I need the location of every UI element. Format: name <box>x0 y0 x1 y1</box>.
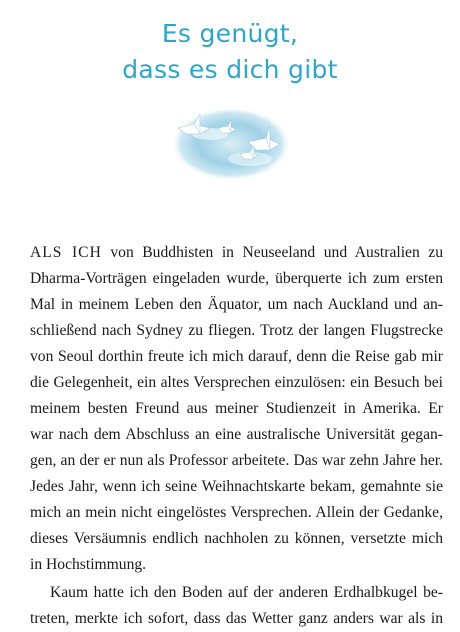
text-line: Kaum hatte ich den Boden auf der anderen Erdhalbkugel be- <box>50 584 443 601</box>
text-line-content: von Buddhisten in Neuseeland und Australien zu <box>101 244 443 261</box>
opening-small-caps: ALS ICH <box>30 244 102 261</box>
text-line: meinem besten Freund aus meiner Studienzeit in Amerika. Er <box>30 400 443 417</box>
text-line: in Hochstimmung. <box>30 556 147 573</box>
text-line: Mal in meinem Leben den Äquator, um nach Auckland und an- <box>30 296 443 313</box>
text-line: Dharma-Vorträgen eingeladen wurde, überquerte ich zum ersten <box>30 270 443 287</box>
chapter-title-line-2: dass es dich gibt <box>122 55 338 84</box>
text-line: treten, merkte ich sofort, dass das Wetter ganz anders war als in <box>30 610 443 627</box>
text-line: von Seoul dorthin freute ich mich darauf, denn die Reise gab mir <box>30 348 443 365</box>
text-line: gen, an der er nun als Professor arbeitete. Das war zehn Jahre her. <box>30 452 443 469</box>
text-line: war nach dem Abschluss an eine australische Universität gegan- <box>30 426 443 443</box>
text-line <box>30 240 443 266</box>
text-line: Jedes Jahr, wenn ich seine Weihnachtskarte bekam, gemahnte sie <box>30 478 443 495</box>
paper-boats-illustration <box>170 104 292 182</box>
chapter-title-line-1: Es genügt, <box>161 19 299 48</box>
text-line: schließend nach Sydney zu fliegen. Trotz der langen Flugstrecke <box>30 322 443 339</box>
text-line: die Gelegenheit, ein altes Versprechen einzulösen: ein Besuch bei <box>30 374 443 391</box>
text-line: mich an mein nicht eingelöstes Versprechen. Allein der Gedanke, <box>30 504 443 521</box>
text-line: dieses Versäumnis endlich nachholen zu können, versetzte mich <box>30 530 443 547</box>
